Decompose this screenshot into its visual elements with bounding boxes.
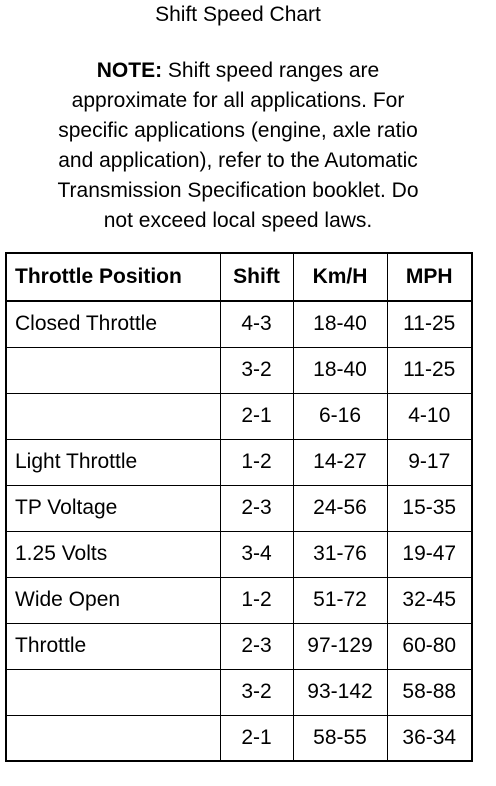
header-shift: Shift (220, 253, 293, 301)
shift-speed-table (5, 252, 473, 762)
cell-mph: 11-25 (387, 301, 472, 347)
cell-shift: 4-3 (220, 301, 293, 347)
cell-shift: 3-2 (220, 669, 293, 715)
cell-mph: 15-35 (387, 485, 472, 531)
table-row (6, 393, 472, 439)
cell-throttle-position (6, 669, 220, 715)
cell-throttle-position: Throttle (6, 623, 220, 669)
table-row (6, 577, 472, 623)
cell-shift: 1-2 (220, 577, 293, 623)
cell-throttle-position (6, 393, 220, 439)
cell-throttle-position: Wide Open (6, 577, 220, 623)
cell-kmh: 58-55 (293, 715, 387, 761)
table-row (6, 623, 472, 669)
cell-mph: 60-80 (387, 623, 472, 669)
cell-throttle-position: 1.25 Volts (6, 531, 220, 577)
table-row (6, 347, 472, 393)
cell-kmh: 97-129 (293, 623, 387, 669)
cell-kmh: 24-56 (293, 485, 387, 531)
cell-throttle-position: Closed Throttle (6, 301, 220, 347)
cell-kmh: 14-27 (293, 439, 387, 485)
note-line-2: specific applications (engine, axle ratio (58, 119, 418, 142)
cell-throttle-position: TP Voltage (6, 485, 220, 531)
note-line-3: and application), refer to the Automatic (58, 149, 418, 172)
cell-kmh: 93-142 (293, 669, 387, 715)
cell-kmh: 18-40 (293, 347, 387, 393)
cell-mph: 11-25 (387, 347, 472, 393)
table-row (6, 301, 472, 347)
cell-throttle-position: Light Throttle (6, 439, 220, 485)
cell-shift: 1-2 (220, 439, 293, 485)
cell-shift: 2-3 (220, 485, 293, 531)
cell-mph: 4-10 (387, 393, 472, 439)
cell-shift: 3-4 (220, 531, 293, 577)
cell-mph: 19-47 (387, 531, 472, 577)
table-row (6, 439, 472, 485)
cell-mph: 9-17 (387, 439, 472, 485)
note-label: NOTE: (96, 59, 163, 82)
note-line-0 (0, 56, 476, 86)
note-block (0, 56, 476, 236)
cell-kmh: 18-40 (293, 301, 387, 347)
cell-shift: 2-1 (220, 715, 293, 761)
note-line-5: not exceed local speed laws. (103, 209, 373, 232)
cell-mph: 36-34 (387, 715, 472, 761)
table-header-row (6, 253, 472, 301)
cell-shift: 3-2 (220, 347, 293, 393)
note-line-0-text: Shift speed ranges are (162, 59, 380, 82)
cell-shift: 2-3 (220, 623, 293, 669)
note-line-1: approximate for all applications. For (71, 89, 405, 112)
cell-throttle-position (6, 715, 220, 761)
table-row (6, 669, 472, 715)
page-title: Shift Speed Chart (155, 3, 321, 26)
table-row (6, 531, 472, 577)
header-throttle-position: Throttle Position (6, 253, 220, 301)
table-row (6, 485, 472, 531)
cell-mph: 58-88 (387, 669, 472, 715)
header-kmh: Km/H (293, 253, 387, 301)
cell-kmh: 31-76 (293, 531, 387, 577)
cell-kmh: 51-72 (293, 577, 387, 623)
cell-kmh: 6-16 (293, 393, 387, 439)
note-line-4: Transmission Specification booklet. Do (57, 179, 419, 202)
table-row (6, 715, 472, 761)
cell-mph: 32-45 (387, 577, 472, 623)
header-mph: MPH (387, 253, 472, 301)
cell-throttle-position (6, 347, 220, 393)
cell-shift: 2-1 (220, 393, 293, 439)
